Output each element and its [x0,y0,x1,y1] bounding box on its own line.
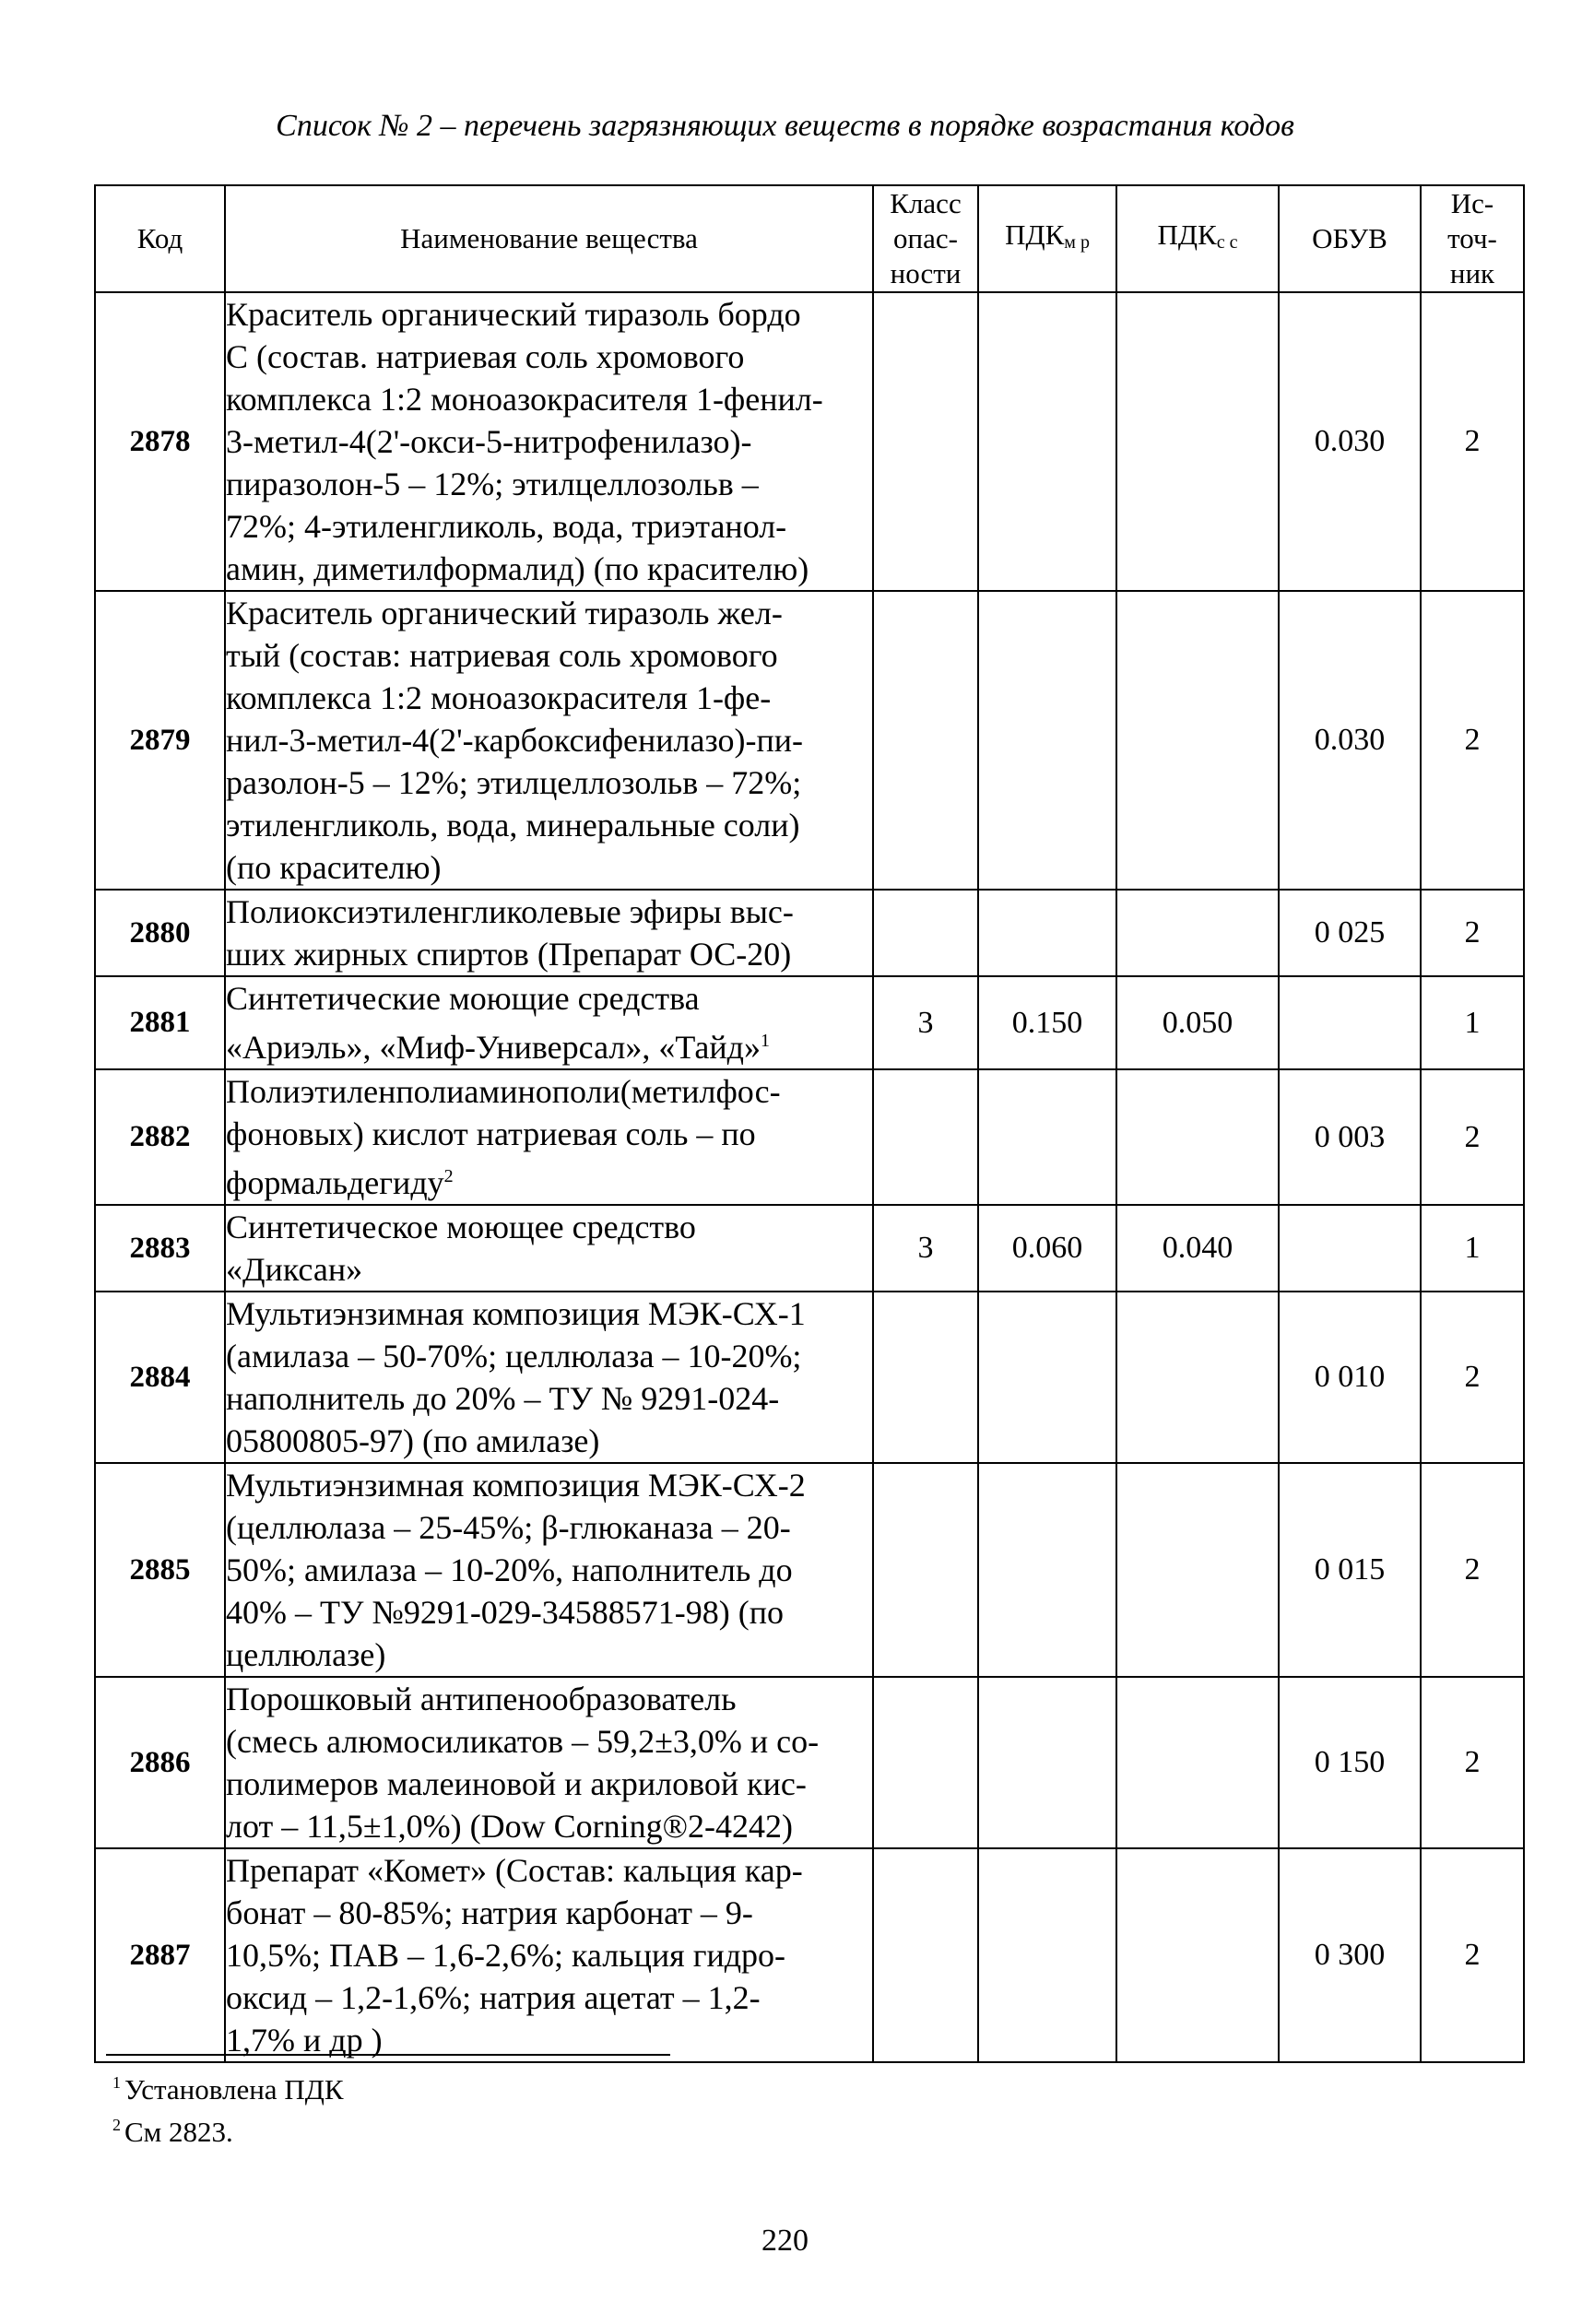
name-line-text: Порошковый антипенообразователь [226,1681,737,1717]
header-obuv: ОБУВ [1279,185,1421,292]
header-name: Наименование вещества [225,185,873,292]
cell-pdk-ss [1116,1069,1279,1205]
cell-name [225,1292,873,1463]
cell-name [225,591,873,890]
cell-hazard [873,890,978,976]
cell-hazard [873,1848,978,2062]
cell-hazard [873,591,978,890]
name-line [226,1420,872,1462]
cell-code: 2886 [95,1677,225,1848]
name-line-text: Мультиэнзимная композиция МЭК-СХ-2 [226,1467,806,1504]
cell-obuv: 0 015 [1279,1463,1421,1677]
name-line-text: разолон-5 – 12%; этилцеллозольв – 72%; [226,764,802,801]
footnote-ref: 1 [761,1031,770,1051]
header-hazard-line: Класс [890,187,962,219]
cell-source: 1 [1421,976,1524,1069]
name-line-text: этиленгликоль, вода, минеральные соли) [226,807,800,843]
name-line [226,891,872,933]
header-source-line: Ис- [1450,187,1494,219]
cell-pdk-ss [1116,1292,1279,1463]
header-pdk-mr [978,185,1116,292]
cell-obuv: 0.030 [1279,591,1421,890]
cell-code: 2879 [95,591,225,890]
cell-pdk-ss [1116,1848,1279,2062]
cell-name [225,1848,873,2062]
name-line-text: 3-метил-4(2'-окси-5-нитрофенилазо)- [226,423,752,460]
cell-pdk-mr [978,591,1116,890]
name-line [226,1849,872,1892]
header-pdk-ss-sub: с с [1216,232,1238,253]
name-line [226,592,872,634]
cell-pdk-ss [1116,1463,1279,1677]
cell-obuv: 0 010 [1279,1292,1421,1463]
name-line [226,1377,872,1420]
table-row [95,1677,1524,1848]
cell-code: 2878 [95,292,225,591]
name-line [226,719,872,761]
cell-hazard [873,292,978,591]
name-line-text: наполнитель до 20% – ТУ № 9291-024- [226,1380,780,1417]
name-line [226,420,872,463]
cell-name [225,1205,873,1292]
name-line-text: пиразолон-5 – 12%; этилцеллозольв – [226,466,759,502]
name-line-text: фоновых) кислот натриевая соль – по [226,1115,756,1152]
name-line [226,1763,872,1805]
cell-name [225,292,873,591]
name-line [226,336,872,378]
cell-name [225,976,873,1069]
cell-source: 2 [1421,1463,1524,1677]
name-line-text: 72%; 4-этиленгликоль, вода, триэтанол- [226,508,787,545]
name-line-text: комплекса 1:2 моноазокрасителя 1-фе- [226,679,772,716]
cell-obuv: 0 003 [1279,1069,1421,1205]
footnote-mark: 2 [112,2116,121,2134]
table-row [95,1463,1524,1677]
cell-pdk-mr: 0.150 [978,976,1116,1069]
name-line [226,1248,872,1291]
name-line-text: (смесь алюмосиликатов – 59,2±3,0% и со- [226,1723,820,1760]
cell-code: 2885 [95,1463,225,1677]
cell-obuv: 0 300 [1279,1848,1421,2062]
cell-name [225,1069,873,1205]
name-line [226,548,872,590]
name-line [226,1591,872,1634]
name-line [226,677,872,719]
cell-obuv: 0 150 [1279,1677,1421,1848]
name-line-text: (по красителю) [226,849,442,886]
name-line [226,1113,872,1155]
cell-pdk-mr [978,1292,1116,1463]
header-source-line: ник [1449,257,1495,289]
name-line-text: Полиоксиэтиленгликолевые эфиры выс- [226,893,794,930]
name-line-text: С (состав. натриевая соль хромового [226,338,745,375]
name-line-text: «Ариэль», «Миф-Универсал», «Тайд» [226,1029,761,1066]
name-line [226,1020,872,1068]
name-line-text: формальдегиду [226,1164,444,1201]
footnote-text: Установлена ПДК [124,2073,344,2106]
name-line-text: нил-3-метил-4(2'-карбоксифенилазо)-пи- [226,722,804,759]
name-line-text: Краситель органический тиразоль жел- [226,595,783,631]
cell-pdk-mr [978,1463,1116,1677]
table-row [95,976,1524,1069]
table-row [95,292,1524,591]
cell-hazard [873,1677,978,1848]
cell-code: 2887 [95,1848,225,2062]
table-row [95,890,1524,976]
cell-pdk-ss: 0.050 [1116,976,1279,1069]
name-line [226,1720,872,1763]
name-line-text: амин, диметилформалид) (по красителю) [226,550,809,587]
name-line [226,1678,872,1720]
cell-pdk-ss: 0.040 [1116,1205,1279,1292]
name-line-text: Синтетическое моющее средство [226,1209,696,1245]
name-line [226,1549,872,1591]
header-pdk-ss [1116,185,1279,292]
name-line-text: комплекса 1:2 моноазокрасителя 1-фенил- [226,381,823,418]
cell-name [225,890,873,976]
cell-pdk-mr [978,890,1116,976]
name-line [226,1634,872,1676]
footnote-text: См 2823. [124,2116,233,2148]
name-line-text: оксид – 1,2-1,6%; натрия ацетат – 1,2- [226,1979,761,2016]
footnote-item [112,2107,344,2150]
name-line [226,378,872,420]
cell-code: 2881 [95,976,225,1069]
cell-pdk-ss [1116,1677,1279,1848]
name-line-text: (целлюлаза – 25-45%; β-глюканаза – 20- [226,1509,791,1546]
name-line [226,933,872,975]
name-line-text: Препарат «Комет» (Состав: кальция кар- [226,1852,803,1889]
cell-source: 2 [1421,1677,1524,1848]
name-line-text: ших жирных спиртов (Препарат ОС-20) [226,936,792,973]
name-line [226,1892,872,1934]
footnote-item [112,2065,344,2107]
name-line [226,1976,872,2019]
name-line [226,1155,872,1204]
name-line-text: Краситель органический тиразоль бордо [226,296,801,333]
name-line-text: 10,5%; ПАВ – 1,6-2,6%; кальция гидро- [226,1937,786,1974]
cell-pdk-mr [978,1069,1116,1205]
name-line [226,1464,872,1506]
name-line-text: 05800805-97) (по амилазе) [226,1422,600,1459]
name-line [226,761,872,804]
cell-pdk-mr [978,1677,1116,1848]
cell-name [225,1677,873,1848]
cell-pdk-ss [1116,591,1279,890]
header-row [95,185,1524,292]
cell-source: 1 [1421,1205,1524,1292]
name-line [226,463,872,505]
cell-code: 2884 [95,1292,225,1463]
cell-source: 2 [1421,1848,1524,2062]
name-line [226,977,872,1020]
footnote-divider [106,2054,670,2056]
cell-source: 2 [1421,292,1524,591]
header-pdk-mr-label: ПДК [1005,218,1065,251]
table-row [95,1292,1524,1463]
name-line-text: Мультиэнзимная композиция МЭК-СХ-1 [226,1295,806,1332]
name-line-text: полимеров малеиновой и акриловой кис- [226,1765,807,1802]
page-number: 220 [761,2224,809,2258]
name-line-text: (амилаза – 50-70%; целлюлаза – 10-20%; [226,1338,802,1374]
name-line [226,1206,872,1248]
name-line-text: 50%; амилаза – 10-20%, наполнитель до [226,1551,793,1588]
footnotes [112,2065,344,2150]
cell-hazard [873,1069,978,1205]
header-pdk-ss-label: ПДК [1157,218,1217,251]
page-title: Список № 2 – перечень загрязняющих веществ в порядке возрастания кодов [276,109,1294,143]
cell-source: 2 [1421,1069,1524,1205]
cell-code: 2883 [95,1205,225,1292]
name-line-text: Полиэтиленполиаминополи(метилфос- [226,1073,781,1110]
cell-code: 2880 [95,890,225,976]
header-hazard-line: опас- [893,222,958,254]
substances-table [94,184,1525,2063]
cell-source: 2 [1421,591,1524,890]
name-line [226,505,872,548]
cell-obuv: 0 025 [1279,890,1421,976]
footnote-mark: 1 [112,2073,121,2092]
name-line [226,1934,872,1976]
cell-pdk-mr [978,292,1116,591]
cell-code: 2882 [95,1069,225,1205]
name-line [226,1292,872,1335]
cell-obuv: 0.030 [1279,292,1421,591]
table-row [95,1069,1524,1205]
cell-source: 2 [1421,1292,1524,1463]
name-line-text: «Диксан» [226,1251,363,1288]
name-line-text: бонат – 80-85%; натрия карбонат – 9- [226,1894,753,1931]
name-line [226,846,872,889]
header-hazard-line: ности [890,257,962,289]
cell-hazard: 3 [873,1205,978,1292]
name-line [226,1805,872,1847]
cell-hazard: 3 [873,976,978,1069]
name-line [226,1335,872,1377]
name-line [226,293,872,336]
header-code: Код [95,185,225,292]
header-hazard [873,185,978,292]
name-line-text: тый (состав: натриевая соль хромового [226,637,778,674]
name-line-text: Синтетические моющие средства [226,980,700,1017]
cell-hazard [873,1463,978,1677]
table-row [95,1848,1524,2062]
header-source [1421,185,1524,292]
name-line [226,804,872,846]
cell-pdk-mr [978,1848,1116,2062]
cell-pdk-ss [1116,890,1279,976]
name-line [226,634,872,677]
cell-pdk-ss [1116,292,1279,591]
cell-pdk-mr: 0.060 [978,1205,1116,1292]
cell-obuv [1279,976,1421,1069]
cell-source: 2 [1421,890,1524,976]
name-line [226,1070,872,1113]
table-row [95,591,1524,890]
name-line-text: 40% – ТУ №9291-029-34588571-98) (по [226,1594,785,1631]
name-line-text: лот – 11,5±1,0%) (Dow Corning®2-4242) [226,1808,793,1845]
footnote-ref: 2 [443,1166,454,1186]
cell-obuv [1279,1205,1421,1292]
table-row [95,1205,1524,1292]
header-pdk-mr-sub: м р [1064,232,1090,253]
name-line-text: целлюлазе) [226,1636,386,1673]
header-source-line: точ- [1447,222,1497,254]
cell-name [225,1463,873,1677]
name-line [226,1506,872,1549]
cell-hazard [873,1292,978,1463]
name-line-text: 1,7% и др ) [226,2022,383,2059]
